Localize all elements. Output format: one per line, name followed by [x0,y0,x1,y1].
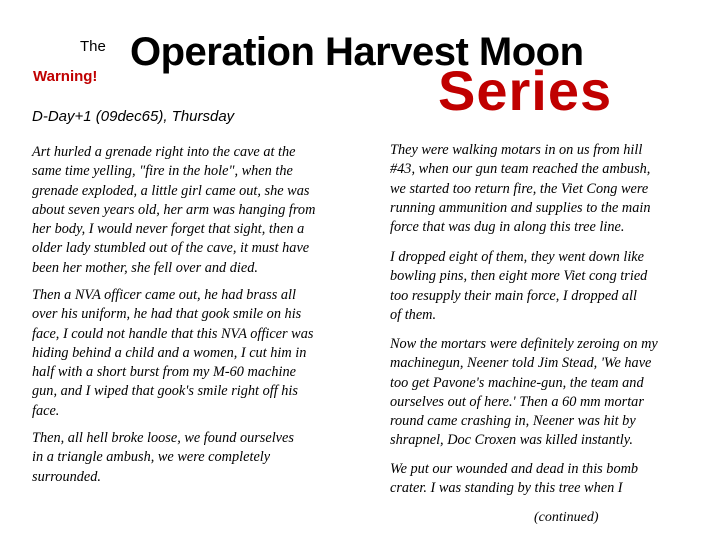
text-line: gun, and I wiped that gook's smile right off his [32,383,298,400]
date-subtitle: D-Day+1 (09dec65), Thursday [32,108,235,125]
text-line: we started too return fire, the Viet Cong were [390,180,649,197]
text-line: too resupply their main force, I dropped all [390,287,637,304]
text-line: about seven years old, her arm was hanging from [32,201,316,218]
page-title: Operation Harvest Moon [130,30,584,74]
text-line: Art hurled a grenade right into the cave at the [32,144,296,160]
text-line: We put our wounded and dead in this bomb [390,461,639,477]
header-the: The [80,38,106,55]
text-line: surrounded. [32,468,101,485]
text-line: face, I could not handle that this NVA officer was [32,325,314,342]
text-line: #43, when our gun team reached the ambush, [390,161,651,178]
text-line: bowling pins, then eight more Viet cong tried [390,268,648,285]
text-line: running ammunition and supplies to the main [390,199,651,216]
series-label: Series [438,59,613,122]
text-line: crater. I was standing by this tree when I [390,480,623,497]
text-line: of them. [390,306,437,323]
text-line: Then a NVA officer came out, he had brass all [32,287,296,303]
text-line: machinegun, Neener told Jim Stead, 'We have [390,355,652,372]
text-line: force that was dug in along this tree line. [390,219,625,236]
text-line: half with a short burst from my M-60 machine [32,364,296,381]
text-line: Then, all hell broke loose, we found ourselves [32,430,294,446]
text-line: same time yelling, "fire in the hole", when the [32,163,293,180]
text-line: shrapnel, Doc Croxen was killed instantly. [390,432,633,449]
continued-note: (continued) [534,510,599,525]
text-line: face. [32,402,60,419]
text-line: They were walking motars in on us from hill [390,142,643,158]
paragraph [32,429,294,487]
paragraph [390,460,638,499]
text-line: older lady stumbled out of the cave, it must have [32,240,310,257]
text-line: I dropped eight of them, they went down like [390,249,644,265]
text-line: hiding behind a child and a women, I cut him in [32,344,307,361]
paragraph [32,143,315,278]
text-line: over his uniform, he had that gook smile on his [32,306,302,323]
paragraph [390,141,651,237]
text-line: her body, I would never forget that sight, then a [32,221,305,238]
text-line: grenade exploded, a little girl came out, she was [32,182,310,199]
text-line: ourselves out of here.' Then a 60 mm mortar [390,393,644,410]
paragraph [32,286,313,421]
paragraph [390,335,658,451]
text-line: Now the mortars were definitely zeroing on my [390,336,658,352]
text-line: in a triangle ambush, we were completely [32,449,271,466]
paragraph [390,248,647,325]
warning-label: Warning! [33,68,98,85]
text-line: been her mother, she fell over and died. [32,259,258,276]
text-line: too get Pavone's machine-gun, the team and [390,374,644,391]
text-line: round came crashing in, Neener was hit by [390,413,636,430]
